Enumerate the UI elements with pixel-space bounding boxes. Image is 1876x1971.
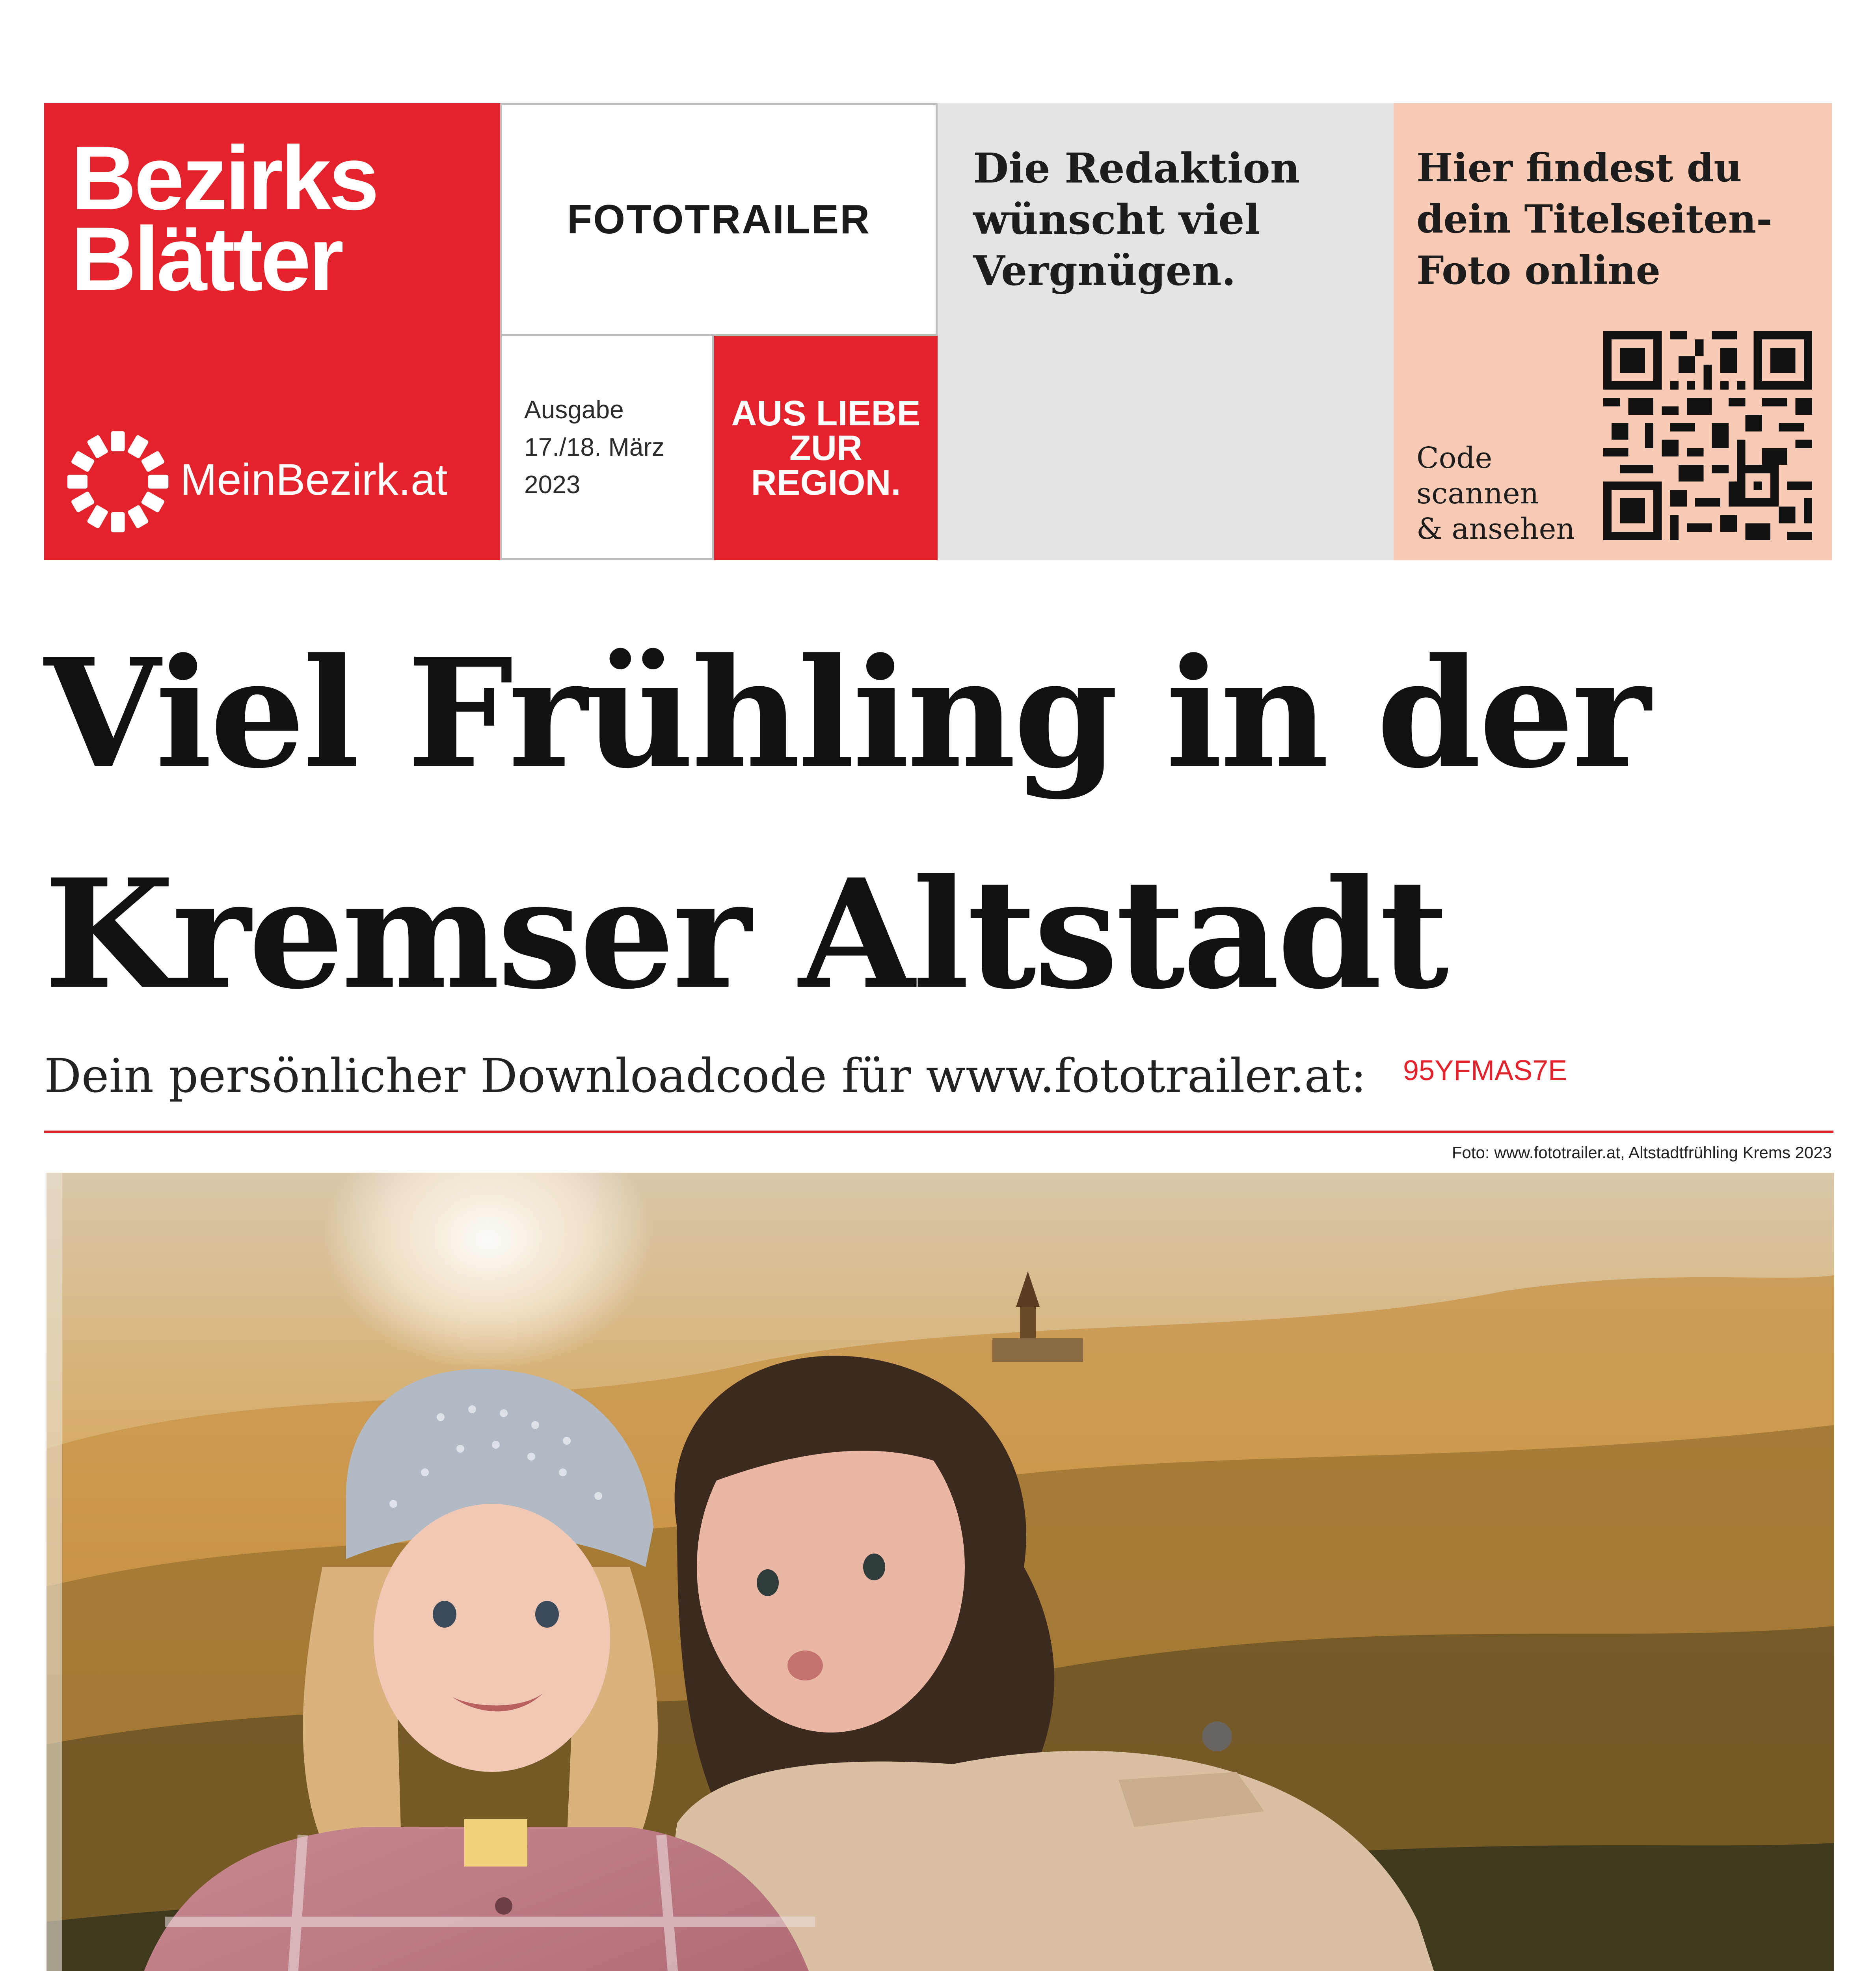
online-heading [1416,143,1772,296]
logo-site-text: MeinBezirk.at [180,455,448,504]
greeting-line: Vergnügen. [973,246,1236,295]
slogan-line: REGION. [751,463,901,503]
greeting-line: wünscht viel [973,195,1260,244]
scan-line: & ansehen [1416,512,1575,546]
download-code-value: 95YFMAS7E [1403,1055,1567,1086]
greeting-line: Die Redaktion [973,144,1300,192]
logo-text-bezirks: Bezirks [71,127,377,229]
issue-info-box [500,336,714,560]
issue-line: 17./18. März [524,433,664,461]
cover-photo [47,1173,1834,1971]
qr-code-icon[interactable] [1603,331,1812,540]
slogan-line: AUS LIEBE [731,393,921,433]
main-headline [44,603,1833,1045]
editorial-greeting-box [938,103,1394,560]
online-heading-line: dein Titelseiten- [1416,197,1772,242]
slogan-line: ZUR [789,428,862,468]
photo-credit: Foto: www.fototrailer.at, Altstadtfrühling Krems 2023 [1452,1143,1832,1162]
brand-logo-block [44,103,500,560]
download-code-label: Dein persönlicher Downloadcode für www.fototrailer.at: [44,1049,1366,1103]
online-photo-box [1394,103,1832,560]
scan-line: scannen [1416,477,1539,510]
section-label-box [500,103,938,336]
divider-line [44,1131,1833,1133]
online-heading-line: Foto online [1416,248,1661,293]
headline-line: Viel Frühling in der [44,625,1649,801]
scan-instruction [1416,440,1575,547]
logo-text-blaetter: Blätter [71,208,342,309]
headline-line: Kremser Altstadt [44,846,1447,1022]
scan-line: Code [1416,441,1493,475]
slogan-box [714,336,938,560]
issue-line: 2023 [524,470,581,499]
issue-line: Ausgabe [524,395,624,424]
section-label: FOTOTRAILER [567,196,871,242]
sun-logo-icon [65,428,171,535]
online-heading-line: Hier findest du [1416,145,1742,191]
